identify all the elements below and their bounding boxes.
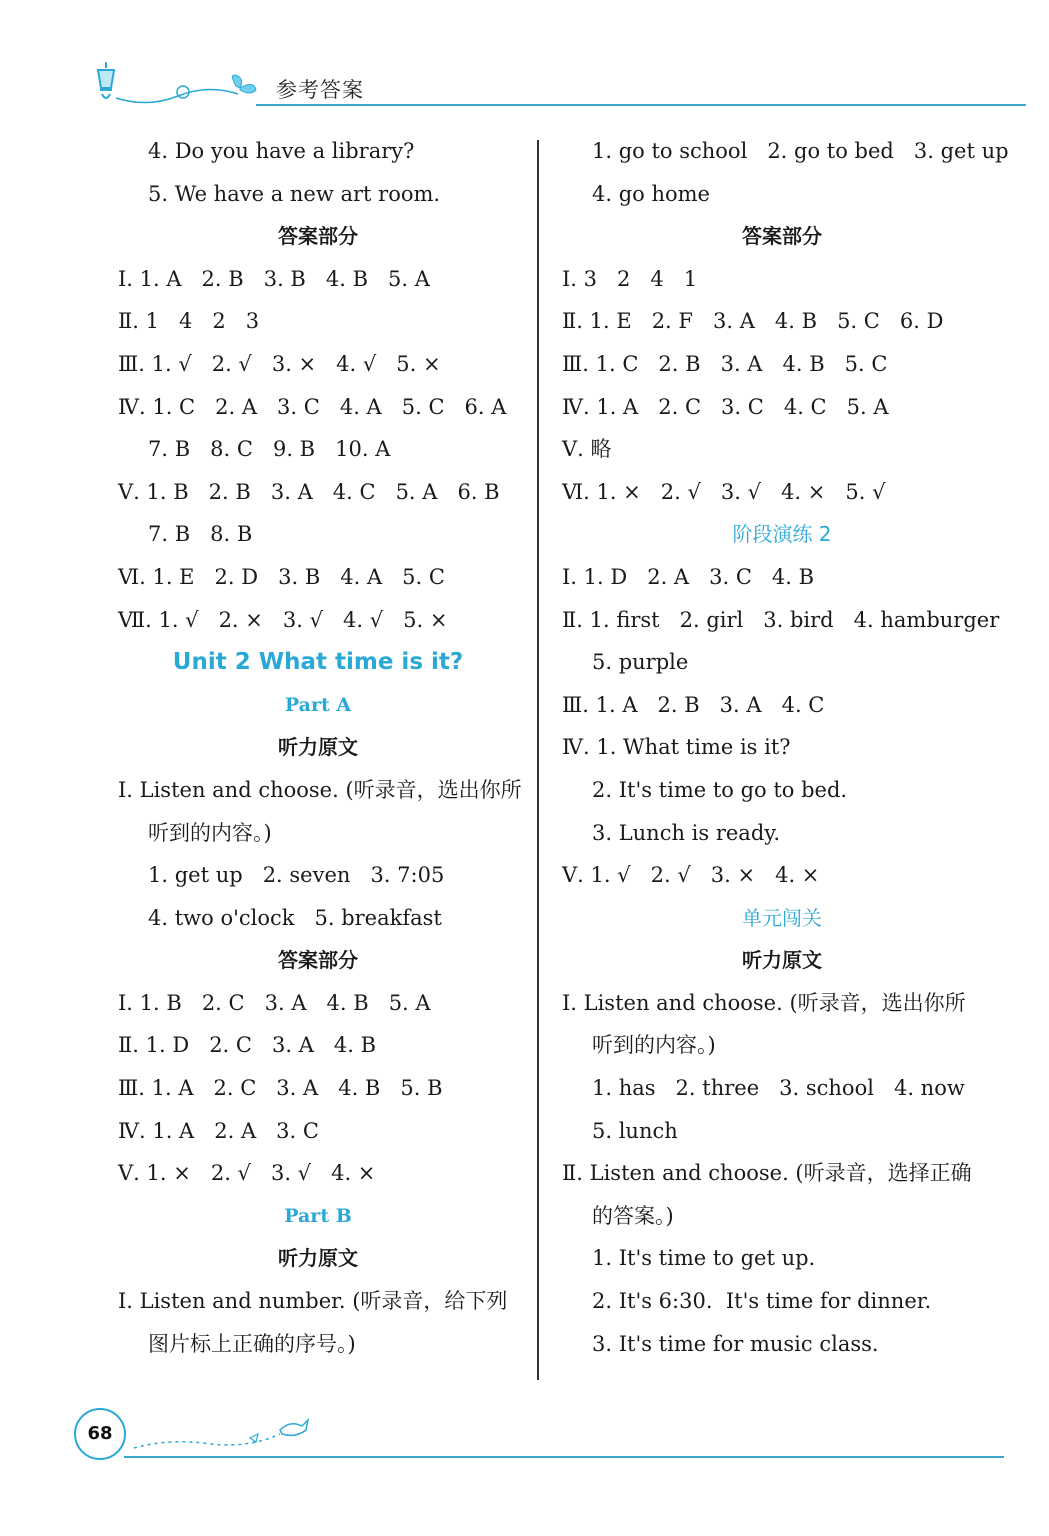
- left-column-line: Part B: [284, 1204, 352, 1227]
- left-column-line: 7. B 8. B: [148, 522, 253, 547]
- left-column-line: Ⅲ. 1. √ 2. √ 3. × 4. √ 5. ×: [118, 351, 441, 376]
- left-column-line: Ⅴ. 1. × 2. √ 3. √ 4. ×: [118, 1161, 376, 1186]
- right-column-line: Ⅰ. Listen and choose. (听录音，选出你所: [562, 990, 966, 1015]
- right-column-line: Ⅰ. 3 2 4 1: [562, 266, 698, 291]
- left-column-line: Ⅰ. Listen and number. (听录音，给下列: [118, 1289, 508, 1314]
- left-column-line: Ⅴ. 1. B 2. B 3. A 4. C 5. A 6. B: [118, 479, 500, 504]
- lantern-icon: [88, 58, 258, 108]
- bird-doodle-icon: [130, 1408, 350, 1456]
- left-column-line: 5. We have a new art room.: [148, 181, 441, 206]
- right-column-line: 的答案。): [592, 1203, 674, 1228]
- right-column-line: 答案部分: [742, 224, 822, 249]
- left-column-line: Part A: [284, 693, 352, 716]
- left-column-line: 图片标上正确的序号。): [148, 1331, 356, 1356]
- right-column-line: Ⅱ. 1. E 2. F 3. A 4. B 5. C 6. D: [562, 309, 944, 334]
- right-column-line: Ⅰ. 1. D 2. A 3. C 4. B: [562, 564, 815, 589]
- left-column-line: 听力原文: [278, 1246, 358, 1271]
- left-column-line: 1. get up 2. seven 3. 7:05: [148, 863, 445, 888]
- left-column-line: Ⅳ. 1. C 2. A 3. C 4. A 5. C 6. A: [118, 394, 507, 419]
- left-column-line: Ⅳ. 1. A 2. A 3. C: [118, 1118, 319, 1143]
- left-column-line: Ⅱ. 1 4 2 3: [118, 309, 260, 334]
- left-column-line: 4. two o'clock 5. breakfast: [148, 905, 442, 930]
- page-number: 68: [74, 1408, 126, 1460]
- left-column-line: Ⅰ. 1. B 2. C 3. A 4. B 5. A: [118, 990, 431, 1015]
- left-column-line: Ⅲ. 1. A 2. C 3. A 4. B 5. B: [118, 1076, 443, 1101]
- left-column-line: 听力原文: [278, 735, 358, 760]
- right-column: [562, 130, 1009, 1365]
- page-header: [88, 58, 1028, 108]
- footer-rule: [124, 1456, 1004, 1458]
- left-column-line: Unit 2 What time is it?: [172, 649, 464, 676]
- right-column-line: 2. It's 6:30. It's time for dinner.: [592, 1289, 932, 1314]
- page-footer: [74, 1408, 1034, 1468]
- left-column-line: 7. B 8. C 9. B 10. A: [148, 437, 391, 462]
- right-column-line: Ⅲ. 1. A 2. B 3. A 4. C: [562, 692, 825, 717]
- left-column-line: Ⅶ. 1. √ 2. × 3. √ 4. √ 5. ×: [118, 607, 448, 632]
- right-column-line: Ⅱ. Listen and choose. (听录音，选择正确: [562, 1161, 972, 1186]
- left-column: [118, 130, 522, 1365]
- left-column-line: Ⅵ. 1. E 2. D 3. B 4. A 5. C: [118, 564, 445, 589]
- right-column-line: Ⅳ. 1. A 2. C 3. C 4. C 5. A: [562, 394, 889, 419]
- right-column-line: 3. It's time for music class.: [592, 1331, 879, 1356]
- right-column-line: 5. purple: [592, 650, 689, 675]
- right-column-line: 1. has 2. three 3. school 4. now: [592, 1076, 965, 1101]
- right-column-line: 1. It's time to get up.: [592, 1246, 816, 1271]
- right-column-line: Ⅲ. 1. C 2. B 3. A 4. B 5. C: [562, 351, 888, 376]
- header-rule: [256, 104, 1026, 106]
- right-column-line: Ⅵ. 1. × 2. √ 3. √ 4. × 5. √: [562, 479, 886, 504]
- right-column-line: 听力原文: [742, 948, 822, 973]
- right-column-line: 2. It's time to go to bed.: [592, 777, 848, 802]
- left-column-line: Ⅰ. Listen and choose. (听录音，选出你所: [118, 777, 522, 802]
- right-column-line: 听到的内容。): [592, 1033, 716, 1058]
- butterfly-icon: [232, 75, 256, 93]
- right-column-line: Ⅴ. 1. √ 2. √ 3. × 4. ×: [562, 863, 820, 888]
- header-title: 参考答案: [276, 78, 364, 102]
- left-column-line: 答案部分: [278, 224, 358, 249]
- right-column-line: 阶段演练 2: [732, 522, 832, 547]
- right-column-line: 4. go home: [592, 181, 710, 206]
- left-column-line: 答案部分: [278, 948, 358, 973]
- right-column-line: Ⅴ. 略: [562, 437, 612, 462]
- right-column-line: Ⅳ. 1. What time is it?: [562, 735, 791, 760]
- left-column-line: Ⅰ. 1. A 2. B 3. B 4. B 5. A: [118, 266, 430, 291]
- column-divider: [537, 140, 539, 1380]
- right-column-line: Ⅱ. 1. first 2. girl 3. bird 4. hamburger: [562, 607, 1000, 632]
- right-column-line: 1. go to school 2. go to bed 3. get up: [592, 139, 1009, 163]
- right-column-line: 5. lunch: [592, 1118, 678, 1143]
- right-column-line: 3. Lunch is ready.: [592, 820, 781, 845]
- left-column-line: 4. Do you have a library?: [148, 139, 415, 163]
- left-column-line: Ⅱ. 1. D 2. C 3. A 4. B: [118, 1033, 377, 1058]
- right-column-line: 单元闯关: [742, 905, 822, 930]
- left-column-line: 听到的内容。): [148, 820, 272, 845]
